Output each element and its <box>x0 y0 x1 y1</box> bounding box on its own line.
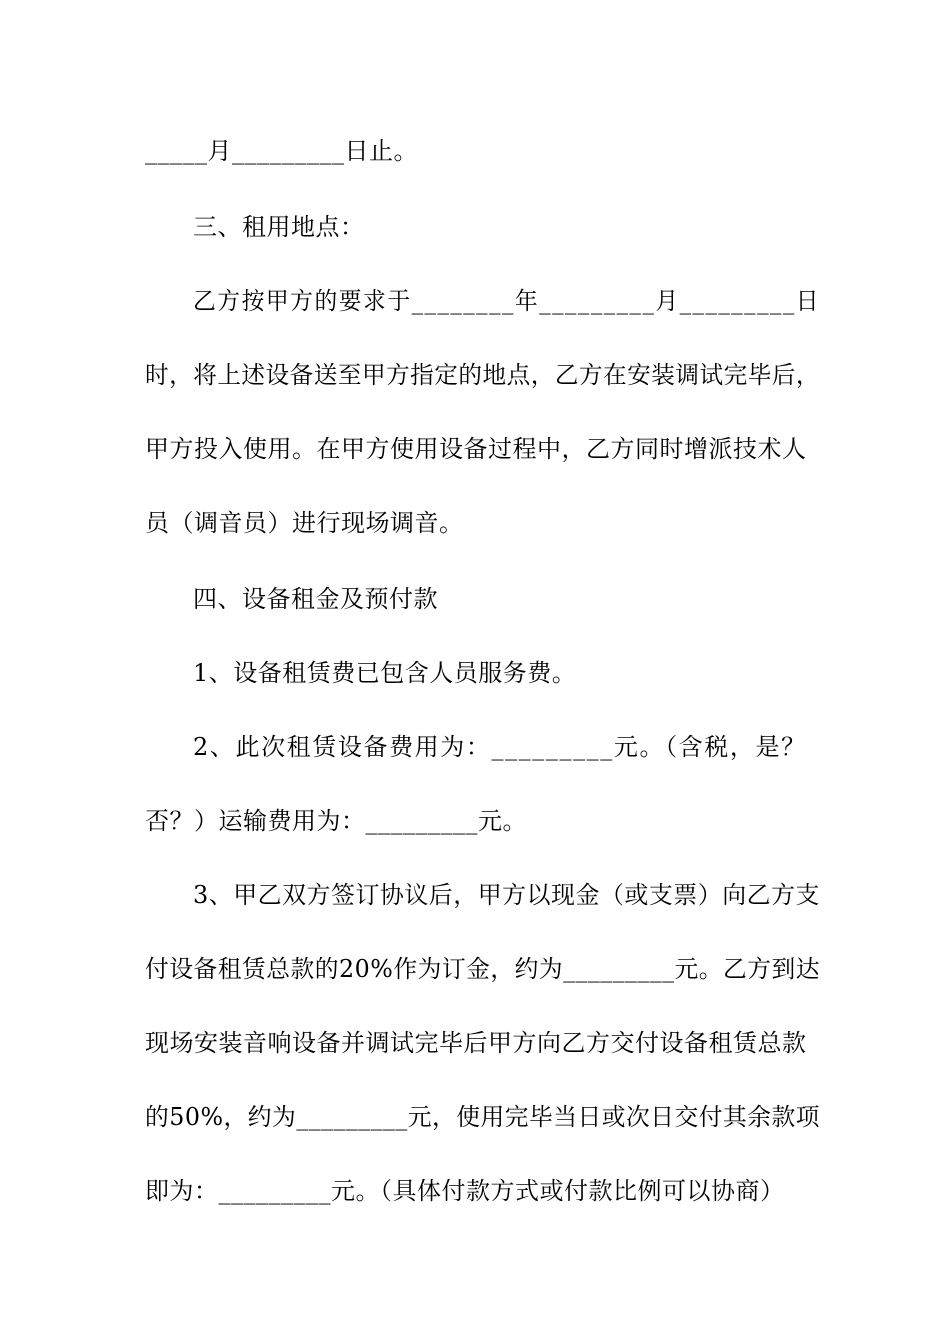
clause-2-rental-cost: 2、此次租赁设备费用为：_________元。（含税，是？ <box>193 733 807 761</box>
clause-3-installation: 现场安装音响设备并调试完毕后甲方向乙方交付设备租赁总款 <box>145 1029 807 1057</box>
clause-3-fifty-percent: 的50%，约为_________元，使用完毕当日或次日交付其余款项 <box>145 1103 821 1131</box>
paragraph-line-end-date: _____月_________日止。 <box>145 137 418 165</box>
clause-2-transport-cost: 否？）运输费用为：_________元。 <box>145 807 527 835</box>
paragraph-line-delivery-date: 乙方按甲方的要求于________年_________月_________日 <box>193 287 821 315</box>
paragraph-line-delivery-location: 时，将上述设备送至甲方指定的地点，乙方在安装调试完毕后， <box>145 361 821 389</box>
clause-3-agreement: 3、甲乙双方签订协议后，甲方以现金（或支票）向乙方支 <box>193 881 821 909</box>
section-heading-rent-prepayment: 四、设备租金及预付款 <box>193 585 438 613</box>
clause-3-remaining-balance: 即为：_________元。（具体付款方式或付款比例可以协商） <box>145 1177 785 1205</box>
clause-1-service-fee: 1、设备租赁费已包含人员服务费。 <box>193 659 577 687</box>
paragraph-line-sound-tuning: 员（调音员）进行现场调音。 <box>145 509 464 537</box>
clause-3-deposit: 付设备租赁总款的20%作为订金，约为_________元。乙方到达 <box>145 955 821 983</box>
section-heading-rental-location: 三、租用地点： <box>193 213 365 241</box>
paragraph-line-usage: 甲方投入使用。在甲方使用设备过程中，乙方同时增派技术人 <box>145 435 807 463</box>
